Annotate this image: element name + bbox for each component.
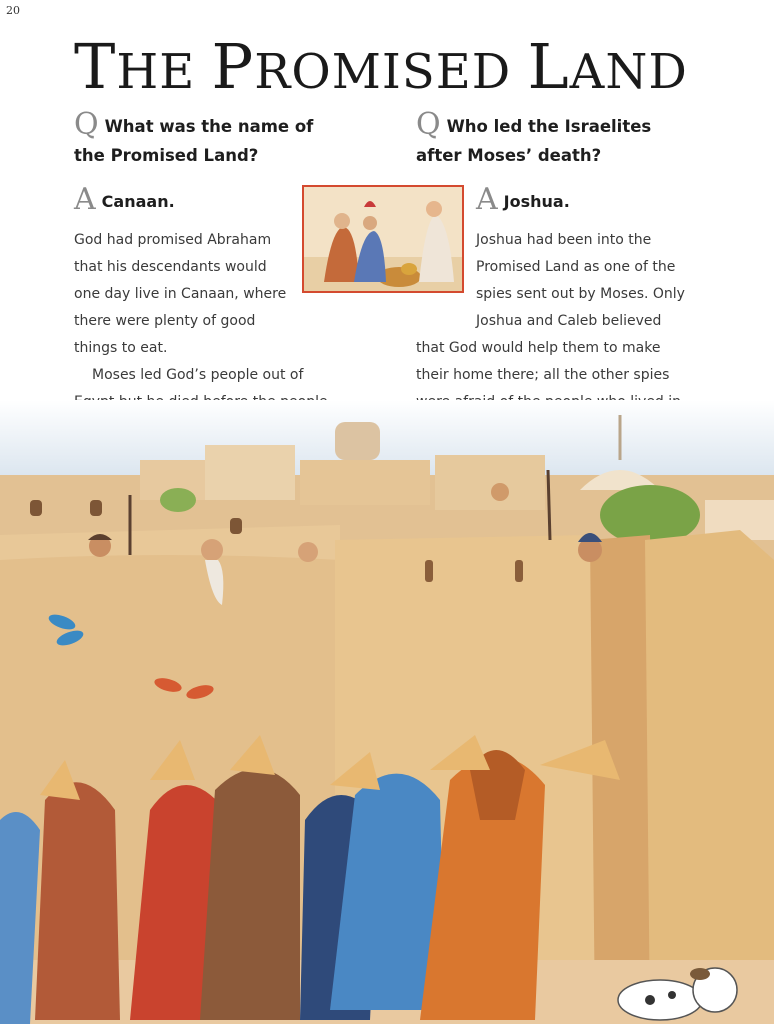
a-mark: A (74, 182, 96, 217)
body-text-left: God had promised Abraham that his descendants would one day live in Canaan, where there were plenty of good things to eat. Moses led God’s people out of (74, 232, 304, 383)
jericho-illustration (0, 400, 774, 1024)
market-scene (304, 187, 462, 291)
answer-right: A Joshua. (476, 182, 570, 217)
q-mark: Q (416, 107, 441, 142)
a-mark: A (476, 182, 498, 217)
page-number: 20 (6, 4, 20, 17)
question-right: Q Who led the Israelites after Moses’ death? (416, 107, 652, 165)
q-mark: Q (74, 107, 99, 142)
body-text-right: Joshua had been into the Promised Land as one of the spies sent out by Moses. Only Joshua and Caleb believed that God would help them to make their home there; all the other spies (416, 232, 685, 383)
answer-left: A Canaan. (74, 182, 175, 217)
question-left: Q What was the name of the Promised Land? (74, 107, 314, 165)
market-illustration (302, 185, 464, 293)
page-title: THE PROMISED LAND (74, 30, 688, 103)
bush (160, 488, 196, 512)
cat (491, 483, 509, 501)
